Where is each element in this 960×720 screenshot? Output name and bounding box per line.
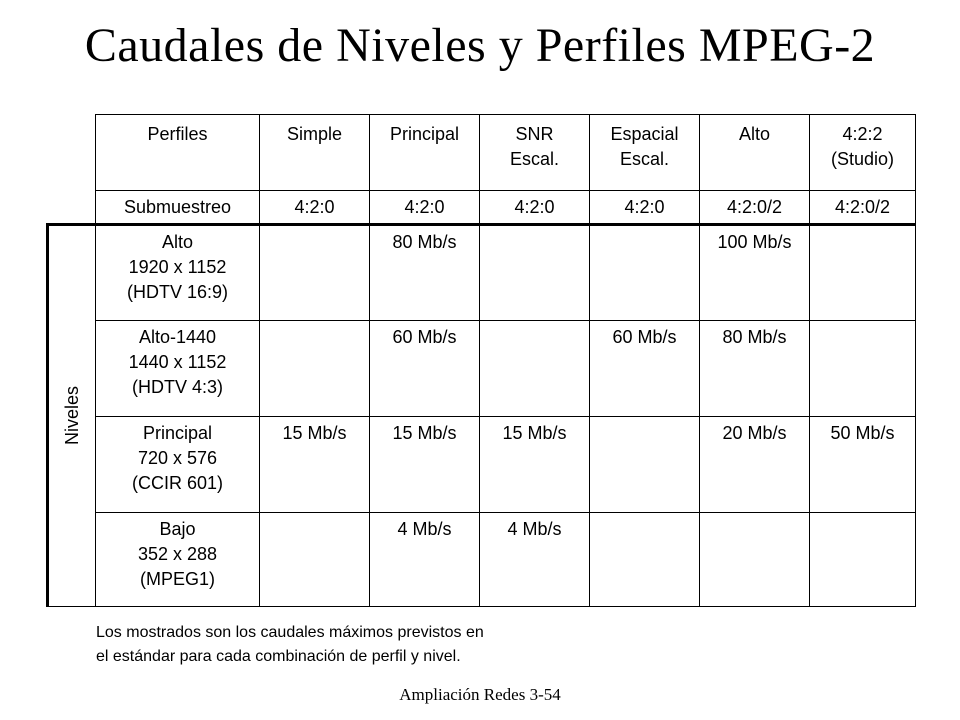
bitrate-cell: 20 Mb/s [700, 417, 810, 513]
bitrate-cell: 15 Mb/s [370, 417, 480, 513]
bitrate-cell [810, 225, 916, 321]
level-name: Alto 1920 x 1152 (HDTV 16:9) [96, 225, 260, 321]
bitrate-cell [590, 513, 700, 607]
bitrate-cell: 100 Mb/s [700, 225, 810, 321]
bitrate-cell: 4 Mb/s [480, 513, 590, 607]
subsampling-cell: 4:2:0 [480, 191, 590, 225]
blank-cell [48, 191, 96, 225]
level-row [48, 321, 916, 417]
level-name: Alto-1440 1440 x 1152 (HDTV 4:3) [96, 321, 260, 417]
slide-title: Caudales de Niveles y Perfiles MPEG-2 [84, 19, 876, 72]
bitrate-cell: 15 Mb/s [260, 417, 370, 513]
bitrate-cell [480, 321, 590, 417]
profile-header: Alto [700, 115, 810, 191]
footnote [96, 621, 484, 669]
subsampling-cell: 4:2:0/2 [810, 191, 916, 225]
subsampling-cell: 4:2:0 [260, 191, 370, 225]
level-row [48, 225, 916, 321]
bitrate-cell [590, 417, 700, 513]
level-name: Bajo 352 x 288 (MPEG1) [96, 513, 260, 607]
bitrate-cell: 60 Mb/s [370, 321, 480, 417]
bitrate-cell: 4 Mb/s [370, 513, 480, 607]
blank-cell [48, 115, 96, 191]
niveles-label-cell [48, 225, 96, 607]
subsampling-cell: 4:2:0 [590, 191, 700, 225]
profiles-corner-header: Perfiles [96, 115, 260, 191]
bitrate-cell [260, 225, 370, 321]
table-body [48, 115, 916, 607]
bitrate-cell: 60 Mb/s [590, 321, 700, 417]
subsampling-cell: 4:2:0 [370, 191, 480, 225]
bitrate-cell [810, 513, 916, 607]
profile-header: Espacial Escal. [590, 115, 700, 191]
bitrate-cell [260, 321, 370, 417]
mpeg2-profiles-levels-table [46, 114, 916, 607]
subsampling-cell: 4:2:0/2 [700, 191, 810, 225]
footnote-line: el estándar para cada combinación de perfil y nivel. [96, 648, 461, 665]
bitrate-cell: 80 Mb/s [370, 225, 480, 321]
bitrate-cell [260, 513, 370, 607]
profile-header: Principal [370, 115, 480, 191]
bitrate-cell [810, 321, 916, 417]
subsampling-label: Submuestreo [96, 191, 260, 225]
footnote-line: Los mostrados son los caudales máximos previstos en [96, 624, 484, 641]
profile-header: SNR Escal. [480, 115, 590, 191]
profile-header: Simple [260, 115, 370, 191]
bitrate-cell [590, 225, 700, 321]
bitrate-cell [700, 513, 810, 607]
level-row [48, 513, 916, 607]
profile-header: 4:2:2 (Studio) [810, 115, 916, 191]
level-name: Principal 720 x 576 (CCIR 601) [96, 417, 260, 513]
subsampling-row [48, 191, 916, 225]
niveles-label: Niveles [61, 386, 82, 446]
level-row [48, 417, 916, 513]
bitrate-cell: 15 Mb/s [480, 417, 590, 513]
slide-footer: Ampliación Redes 3-54 [399, 685, 561, 704]
bitrate-cell [480, 225, 590, 321]
bitrate-cell: 80 Mb/s [700, 321, 810, 417]
header-row [48, 115, 916, 191]
bitrate-cell: 50 Mb/s [810, 417, 916, 513]
